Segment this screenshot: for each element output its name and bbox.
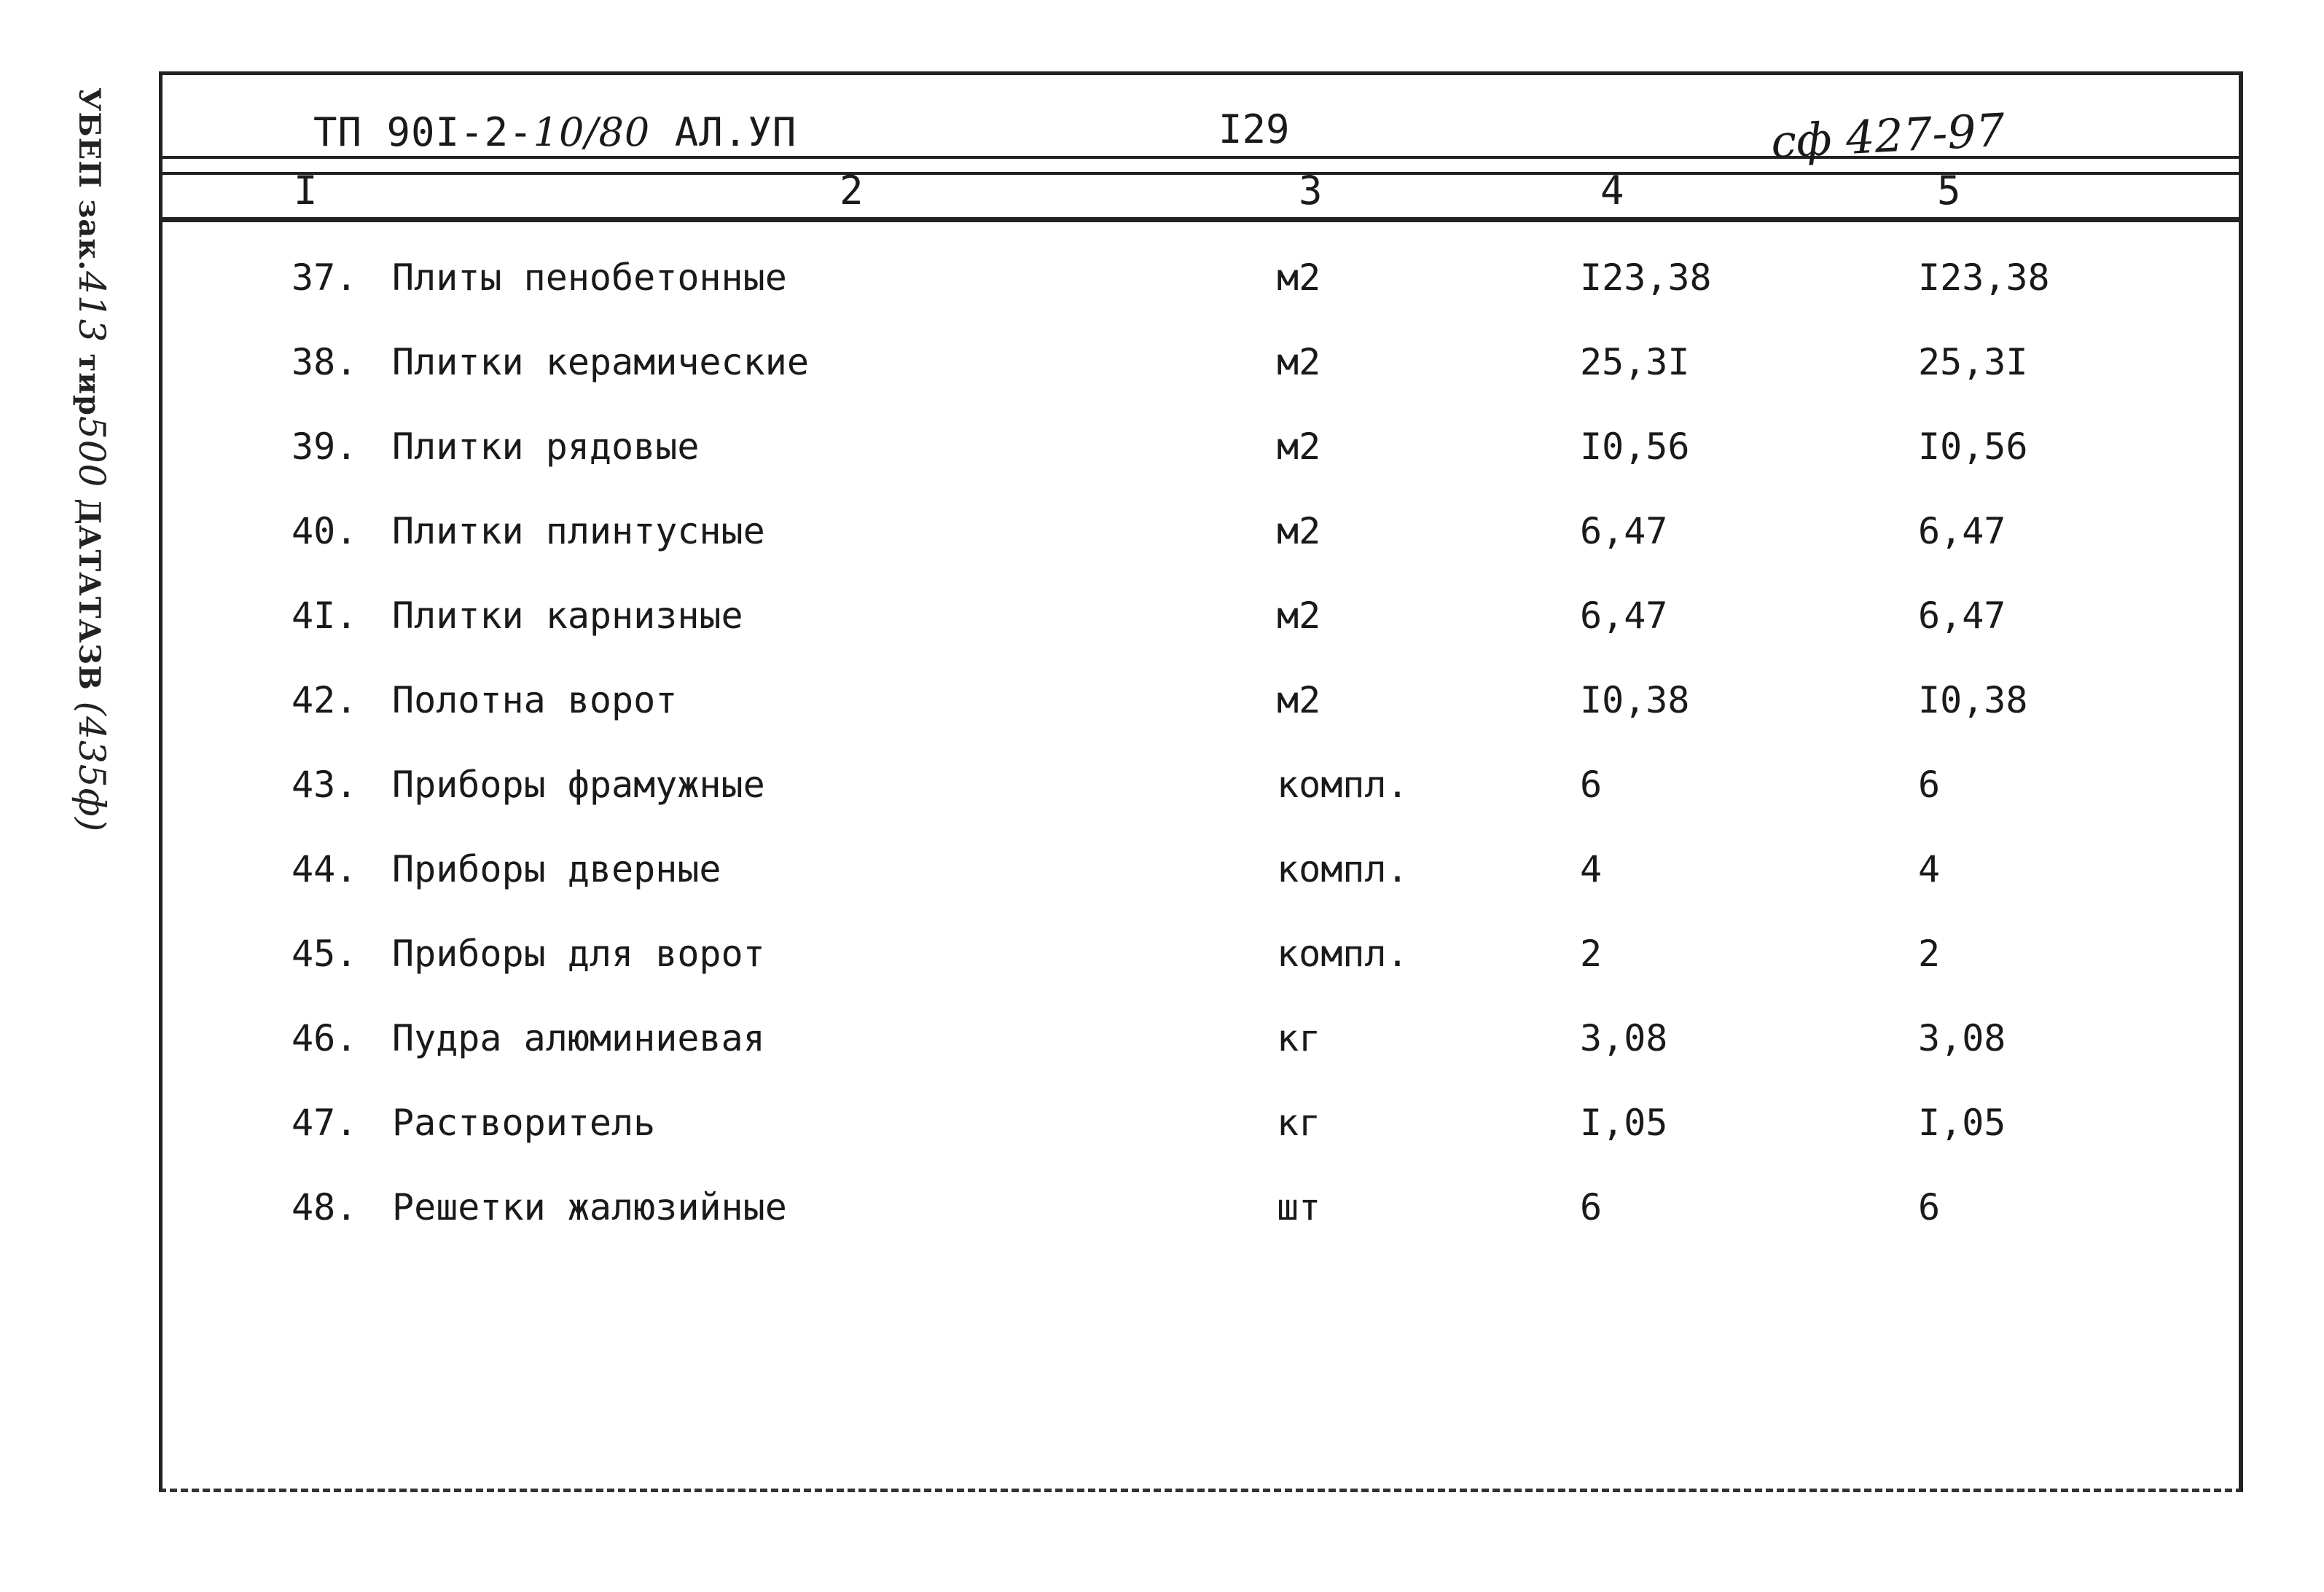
row-number: 45. — [292, 933, 358, 975]
quantity-col-5: 6,47 — [1918, 510, 2006, 552]
document-code-handwritten: 10/80 — [533, 109, 651, 155]
item-name: Плитки плинтусные — [392, 510, 765, 552]
stamp-printed-2: тир — [72, 342, 106, 416]
quantity-col-5: 6 — [1918, 1186, 1941, 1228]
row-number: 38. — [292, 341, 358, 383]
unit: м2 — [1277, 341, 1321, 383]
item-name: Плитки рядовые — [392, 426, 700, 468]
table-row — [0, 595, 2324, 653]
quantity-col-5: I0,38 — [1918, 679, 2028, 721]
quantity-col-4: I0,38 — [1580, 679, 1690, 721]
quantity-col-5: I,05 — [1918, 1102, 2006, 1144]
stamp-printed-3: ДАТАТАЗВ — [72, 487, 106, 702]
column-header-2: 2 — [840, 168, 864, 213]
quantity-col-4: 6,47 — [1580, 595, 1668, 637]
quantity-col-5: 6,47 — [1918, 595, 2006, 637]
item-name: Приборы для ворот — [392, 933, 765, 975]
row-number: 43. — [292, 764, 358, 806]
item-name: Приборы дверные — [392, 848, 721, 890]
reference-code: сф 427-97 — [1769, 103, 2006, 169]
table-row — [0, 1017, 2324, 1075]
unit: компл. — [1277, 933, 1409, 975]
item-name: Решетки жалюзийные — [392, 1186, 787, 1228]
quantity-col-4: 6 — [1580, 764, 1603, 806]
item-name: Плитки керамические — [392, 341, 809, 383]
row-number: 39. — [292, 426, 358, 468]
quantity-col-5: 2 — [1918, 933, 1941, 975]
item-name: Пудра алюминиевая — [392, 1017, 765, 1059]
unit: м2 — [1277, 510, 1321, 552]
row-number: 4I. — [292, 595, 358, 637]
header-divider-middle — [159, 172, 2243, 175]
quantity-col-5: I0,56 — [1918, 426, 2028, 468]
quantity-col-4: 2 — [1580, 933, 1603, 975]
item-name: Приборы фрамужные — [392, 764, 765, 806]
row-number: 37. — [292, 256, 358, 299]
quantity-col-5: 25,3I — [1918, 341, 2028, 383]
unit: м2 — [1277, 426, 1321, 468]
row-number: 46. — [292, 1017, 358, 1059]
table-row — [0, 256, 2324, 315]
quantity-col-5: 3,08 — [1918, 1017, 2006, 1059]
document-code-printed: ТП 90I-2- — [313, 109, 533, 155]
stamp-handwritten-order: 413 — [71, 271, 113, 343]
quantity-col-5: 4 — [1918, 848, 1941, 890]
row-number: 42. — [292, 679, 358, 721]
row-number: 44. — [292, 848, 358, 890]
stamp-handwritten-tail: (435ф) — [71, 701, 113, 833]
unit: кг — [1277, 1017, 1321, 1059]
table-row — [0, 764, 2324, 822]
document-code — [313, 109, 797, 155]
quantity-col-5: 6 — [1918, 764, 1941, 806]
quantity-col-4: I0,56 — [1580, 426, 1690, 468]
table-row — [0, 426, 2324, 484]
document-code-suffix: АЛ.УП — [650, 109, 797, 155]
table-row — [0, 1102, 2324, 1160]
unit: шт — [1277, 1186, 1321, 1228]
quantity-col-4: 6 — [1580, 1186, 1603, 1228]
quantity-col-4: 4 — [1580, 848, 1603, 890]
table-row — [0, 510, 2324, 568]
quantity-col-4: I,05 — [1580, 1102, 1668, 1144]
item-name: Плитки карнизные — [392, 595, 743, 637]
column-header-4: 4 — [1600, 168, 1624, 213]
table-row — [0, 679, 2324, 737]
table-row — [0, 341, 2324, 399]
row-number: 47. — [292, 1102, 358, 1144]
column-header-1: I — [294, 168, 318, 213]
table-row — [0, 848, 2324, 906]
quantity-col-4: 3,08 — [1580, 1017, 1668, 1059]
stamp-handwritten-copies: 500 — [71, 415, 113, 488]
column-header-3: 3 — [1299, 168, 1323, 213]
unit: м2 — [1277, 595, 1321, 637]
unit: компл. — [1277, 848, 1409, 890]
quantity-col-5: I23,38 — [1918, 256, 2050, 299]
table-row — [0, 1186, 2324, 1244]
header-divider-bottom — [159, 217, 2243, 222]
table-row — [0, 933, 2324, 991]
item-name: Плиты пенобетонные — [392, 256, 787, 299]
quantity-col-4: 25,3I — [1580, 341, 1690, 383]
quantity-col-4: I23,38 — [1580, 256, 1712, 299]
stamp-printed-1: УБЕП зак. — [72, 87, 106, 272]
column-header-5: 5 — [1937, 168, 1961, 213]
row-number: 48. — [292, 1186, 358, 1228]
unit: м2 — [1277, 256, 1321, 299]
unit: кг — [1277, 1102, 1321, 1144]
item-name: Растворитель — [392, 1102, 656, 1144]
row-number: 40. — [292, 510, 358, 552]
page-number: I29 — [1218, 106, 1290, 152]
unit: м2 — [1277, 679, 1321, 721]
unit: компл. — [1277, 764, 1409, 806]
quantity-col-4: 6,47 — [1580, 510, 1668, 552]
item-name: Полотна ворот — [392, 679, 678, 721]
